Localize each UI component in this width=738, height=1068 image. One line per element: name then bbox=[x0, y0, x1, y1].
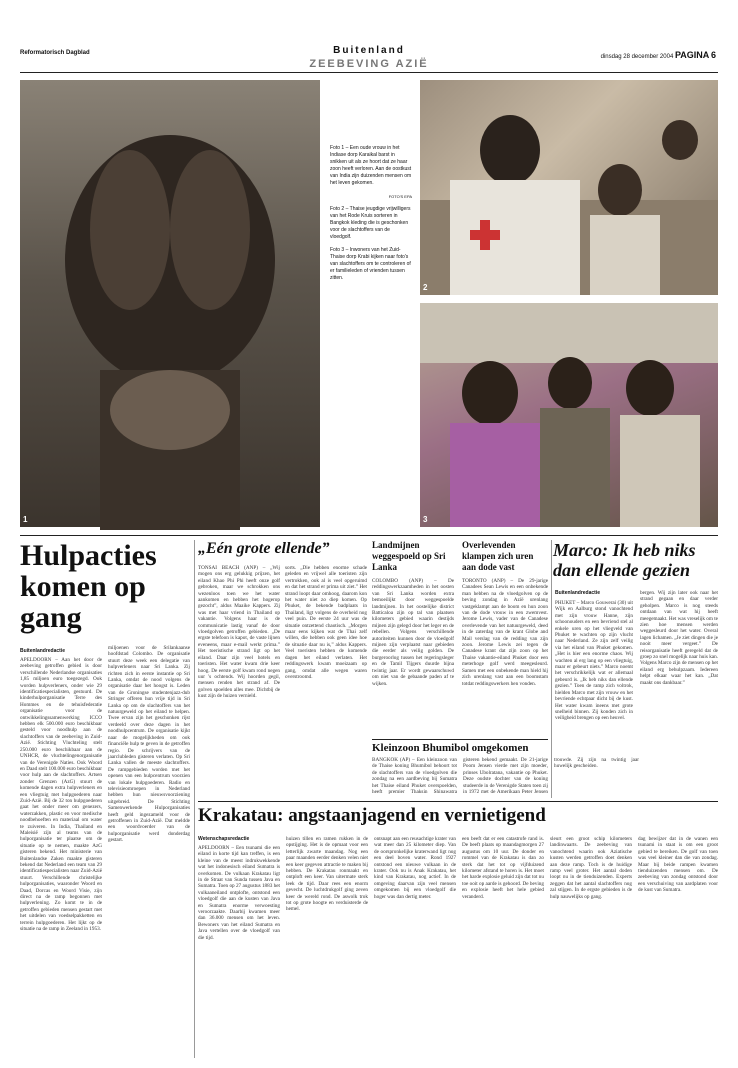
krakatau-rule bbox=[198, 801, 718, 802]
subsection-title: ZEEBEVING AZIË bbox=[309, 58, 429, 70]
photo-krabi-villagers bbox=[420, 303, 718, 527]
section-title: Buitenland bbox=[333, 45, 405, 56]
article-landmijnen: COLOMBO (ANP) – De reddingswerkzaamheden in het oosten van Sri Lanka worden extra bemoeilijkt door weggespoelde landmijnen. In het oostelijke district Batticaloa zijn op tal van plaatsen kilometers gebied waarin destijds mijnen zijn gelegd door het leger en de rebellen. Volgens verschillende autoriteiten kunnen door de vloedgolf mijnen zijn verplaatst naar gebieden die eerder als veilig golden. De burgeroorlog tussen het regeringsleger en de Tamil Tijgers duurde bijna twintig jaar. Er wordt gewaarschuwd om niet van de gebaande paden af te wijken. bbox=[372, 578, 454, 687]
caption-foto2: Foto 2 – Thaise jeugdige vrijwilligers van het Rode Kruis sorteren in Bangkok kleding die is geschonken voor de slachtoffers van de vloedgolf. bbox=[330, 206, 411, 240]
byline-krakatau: Wetenschapsredactie bbox=[198, 836, 250, 842]
page-label: PAGINA bbox=[674, 50, 710, 60]
article-krakatau-col2: huizen tillen en ramen rukken in de opstijging. Het is de opmaat voor een letterlijk zwarte maandag. Nog een paar maanden eerder denken velen niet een keer gegeven attractie te maken bij hebben. De Krakatau ronmaakt en ontploft een keer. Van uitermate sterk leek de tijd. Daar rees een enorm gevecht. De luchtdrukgolf ging zeven keer de wereld rond. De aswolk trok tot op grote hoogte en verduisterde de hemel. bbox=[286, 836, 368, 913]
photo-number-3: 3 bbox=[423, 515, 428, 524]
article-krakatau-col3: ontsnapt aan een reusachtige krater van wat meer dan 25 kilometer diep. Van de oorspronkelijke kraterwand ligt nog een deel boven water. Rond 1927 ontstond een nieuwe vulkaan in de krater. Ook nu is Anak Krakatau, het kind van Krakatau, nog actief. In de omgeving daarvan zijn veel mensen omgekomen bij een vloedgolf die hoger was dan dertig meter. bbox=[374, 836, 456, 900]
photo-crying-woman bbox=[20, 80, 320, 527]
article-een-col2: sorts. „Die hebben enorme schade geleden en vrijwel alle toeristen zijn vertrokken, ook al is veel opgeruimd en dat het strand er prima uit ziet.” Het strand loopt daar omhoog, daarom kon het water niet zo diep komen. Op Phuket, de bekende badplaats in Thailand, ligt volgens de overheid nog veel puin. De eerste 24 uur was de situatie ontzettend chaotisch. „Morgen maar eens kijken wat de Thai zelf willen, die hebben ook geen idee hoe de situatie daar nu is,” aldus Kappers. Veel toeristen hebben de komende dagen het eiland verlaten. Het reddingswerk kwam moeizaam op gang, omdat alle wegen waren overstroomd. bbox=[285, 565, 367, 680]
photo-credit: FOTO'S EPA bbox=[388, 194, 412, 199]
photo-number-2: 2 bbox=[423, 283, 428, 292]
headline-krakatau: Krakatau: angstaanjagend en vernietigend bbox=[198, 805, 546, 826]
headline-marco: Marco: Ik heb niks dan ellende gezien bbox=[553, 540, 696, 580]
photo-illustration bbox=[420, 303, 718, 527]
article-krakatau-col4: een beeft dat er een catastrofe rand is. De beeft plaats op maandagmorgen 27 augustus om 10 uur. De donder en rommel van de Krakatau is dan zo sterk dat het tot op vijfduizend kilometer afstand te horen is. Het moet het harde explosie geluid zijn dat tot nu toe ooit op aarde is gehoord. De beving en explosie heeft het hele gebied veranderd. bbox=[462, 836, 544, 900]
headline-hulpacties: Hulpacties komen op gang bbox=[20, 539, 157, 634]
article-marco-col1: PHUKET – Marco Gouwerai (30) uit Wijk en Aalburg stond vanochtend met zijn vrouw Hanne, zijn schoonouders en een bevriend stel al enkele uren op het vliegveld van Phuket te wachten op zijn vlucht naar Nederland. Ze zijn zelf veilig via het eiland van Phuket gekomen. „Het is hier een enorme chaos. Wij wachten al erg lang op een vliegtuig, maar er gebeurt niets.” Marco noemt het verschrikkelijk wat er allemaal gebeurd is. „Ik heb niks dan ellende gezien.” Toen de ramp zich voltrok, hielden Marco met zijn vrouw en het bevriende echtpaar dicht bij de kust. Het water kwam ineens met grote snelheid binnen. Zij konden zich in veiligheid brengen op een heuvel. bbox=[555, 600, 633, 722]
article-hulp-col2: miljoenen voor de Srilankaanse hoofdstad Colombo. De organisatie stuurt deze week een delegatie van hulpverleners naar Sri Lanka. Zij richten zich in eerste instantie op Sri Lanka, omdat de nood volgens de organisatie daar het hoogst is. Leden van de Groningse studentenjazz-dub Stringer offeren hun vrije tijd in Sri Lanka op om de slachtoffers van het natuurgeweld op het eiland te helpen. Twee ervan zijn het geschonken rijst verdeeld over deze dagen in het noodhulpcentrum. De organisatie kijkt naar de mogelijkheden om ook financiële hulp te geven in de getroffen regio. De schrijvers van de jaarclubleden gisteren verlaten. Op Sri Lanka vallen de meeste slachtoffers. De rampgebieden worden met het openen van een hulpcentrum voorzien van lokale hulpgoederen. Radio en televisieomroepen in Nederland hebben hun nieuwsvoorziening uitgebreid. De Stichting Samenwerkende Hulporganisaties heeft geld ingezameld voor de getroffenen in Zuid-Azië. Dat meldde een woordvoerder van de hulporganisatie werd donderdag gestart. bbox=[108, 645, 190, 844]
newspaper-name: Reformatorisch Dagblad bbox=[20, 50, 90, 56]
headline-kleinzoon: Kleinzoon Bhumibol omgekomen bbox=[372, 742, 529, 754]
header-rule bbox=[20, 72, 718, 73]
byline-hulp: Buitenlandredactie bbox=[20, 648, 66, 654]
photo-captions bbox=[330, 145, 412, 288]
column-divider-2 bbox=[551, 540, 552, 798]
photo-rule bbox=[20, 535, 718, 536]
kleinzoon-rule bbox=[372, 739, 548, 740]
header-date: dinsdag 28 december 2004 bbox=[600, 54, 674, 60]
article-kleinzoon: BANGKOK (AP) – Een kleinzoon van de Thaise koning Bhumibol behoort tot de slachtoffers van de vloedgolven die zondag na een aardbeving bij Sumatra het Thaise eiland Phuket overspoelden, heeft premier Thaksin Shinawatra gisteren bekend gemaakt. De 21-jarige Poom Jensen vierde met zijn moeder, prinses Ubolratana, vakantie op Phuket. Deze oudste dochter van de koning studeerde in de Verenigde Staten toen zij in 1972 met de Amerikaan Peter Jensen trouwde. Zij zijn na twintig jaar huwelijk gescheiden. bbox=[372, 757, 639, 796]
column-divider bbox=[194, 540, 195, 1058]
article-krakatau-col6: dag bewijzer dat in de wanen een tsunami in staat is om een groot gebied te bereiken. De golf van toen was veel kleiner dan die van zondag. Maar bij beide rampen kwamen tienduizenden mensen om. De zeebeving van zondag ontstond door een verschuiving van aardplaten voor de kust van Sumatra. bbox=[638, 836, 718, 894]
headline-landmijnen: Landmijnen weggespoeld op Sri Lanka bbox=[372, 540, 446, 572]
photo-number-1: 1 bbox=[23, 515, 28, 524]
page-number: 6 bbox=[710, 50, 716, 60]
photo-illustration bbox=[20, 80, 320, 527]
photo-illustration bbox=[420, 80, 718, 295]
article-overlevenden: TORONTO (ANP) – De 29-jarige Canadees Sean Lewis en een onbekende man hebben na de vloedgolven op de beving zondag in Azië urenlang vastgeklampt aan de boom en hun zoon van de dode vrouw in een zwemvest. Jerome Lewis, vader van de Canadese overlevende van het natuurgeweld, deed in de zaterdag van de krant Globe and Mail verslag van de redding van zijn zoon. Jerome Lewis zei tegen de Canadese krant dat zijn zoon op het Thaise vakantie-eiland Phuket door een meterhoge golf werd meegesleurd. Samen met een onbekende man hield hij zich urenlang vast aan een boomstam totdat reddingswerkers hen vonden. bbox=[462, 578, 548, 687]
article-krakatau-col5: sleurt een groot schip kilometers landinwaarts. De zeebeving van vanochtend waarin ook Aziatische kusten werden getroffen doet denken aan deze ramp. Toch is de huidige ramp veel groter. Het aantal doden loopt nu in de tienduizenden. Experts zeggen dat het aantal slachtoffers nog zal stijgen. In de ergste gebieden is de hulp nauwelijks op gang. bbox=[550, 836, 632, 900]
article-krakatau-col1: APELDOORN – Een tsunami die een eiland in korte tijd kan treffen, is een kleine van de meest indrukwekkende wat het indonesisch eiland Sumatra is overkomen. De vulkaan Krakatau ligt in de Straat van Sunda tussen Java en Sumatra. Toen op 27 augustus 1883 het vulkaaneiland ontplofte, ontstond een vloedgolf die aan de kusten van Java en Sumatra enorme verwoesting veroorzaakte. Daarbij kwamen meer dan 36.000 mensen om het leven. Bewoners van het eiland Sumatra en Java vertellen over de vloedgolf van die tijd. bbox=[198, 845, 280, 941]
caption-foto3: Foto 3 – Inwoners van het Zuid-Thaise dorp Krabi kijken naar foto's van slachtoffers om te controleren of er familieleden of vrienden tussen zitten. bbox=[330, 247, 411, 281]
article-een-col1: TONSAI BEACH (ANP) – „Wij mogen ons erg gelukkig prijzen, het eiland Khao Phi Phi heeft onze golf gebroken, maar we schrokken ons wezenloos toen we het water aankomen en hebben het hogerop gezocht”, aldus Maaike Kappers. Zij was met haar vriend in Thailand op vakantie. Volgens haar is de communicatie lastig vanaf de door vloedgolven getroffen gebieden. „De ergste telefoon is kapot, de vaste lijnen eveneens, maar e-mail werkt prima.” Het toeristische strand ligt op het eiland. Daar zijn veel hotels en toeristen. Het water kwam drie keer hoog. De eerste golf kwam rond negen uur 's ochtends. Wij hoorden gegil, mensen renden het strand af. De golven spoelden alles mee. Dichtbij de kust zijn de huizen vernield. bbox=[198, 565, 280, 700]
caption-foto1: Foto 1 – Een oude vrouw in het Indiase dorp Karaikal barst in snikken uit als ze hoort dat ze haar zoon heeft verloren. Aan de oostkust van India zijn duizenden mensen om het leven gekomen. bbox=[330, 145, 412, 186]
date-page bbox=[601, 50, 716, 60]
article-marco-col2: bergen. Wij zijn later ook naar het strand gegaan en daar verder geholpen. Marco is nog steeds ontdaan van wat hij heeft meegemaakt. Het was vreselijk om te zien hoe mensen werden weggesleurd door het water. Overal lagen lichamen. „Je ziet dingen die je nooit meer vergeet.” De reisorganisatie heeft geregeld dat de groep zo snel mogelijk naar huis kan. Volgens Marco zijn de mensen op het eiland erg behulpzaam. Iedereen helpt elkaar waar het kan. „Dat maakt ons dankbaar.” bbox=[640, 590, 718, 686]
photo-red-cross-volunteers bbox=[420, 80, 718, 295]
article-hulp-col1: APELDOORN – Aan het door de zeebeving getroffen gebied is door verschillende Nederlandse organisaties 1,85 miljoen euro toegezegd. Ook worden hulpverleners, onder wie 29 identificatiespecialisten, gestuurd. De kinderhulporganisatie Terre des Hommes en de tehuisfederatie organisatie voor de ontwikkelingssamenwerking ICCO hebben elk 500.000 euro beschikbaar gesteld voor noodhulp aan de slachtoffers van de zeebeving in Zuid-Azië. Stichting Vluchteling stelt 250.000 euro beschikbaar aan de UNHCR, de vluchtelingenorganisatie van de Verenigde Naties. Ook Woord en Daad stelt 100.000 euro beschikbaar voor hulp aan de slachtoffers. Artsen zonder Grenzen (AzG) stuurt de komende dagen extra hulpverleners en een vliegtuig met hulpgoederen naar Zuid-Azië. Bij de 32 ton hulpgoederen gaat het onder meer om genezers, waterzakken, plastic en voor medische noodbehoeften en materiaal om water te zuiveren. In India, Thailand en Maleisië zijn al teams van de hulporganisatie ter plaatse om de situatie op te nemen, maakte AzG gisteren bekend. Het ministerie van Buitenlandse Zaken maakte gisteren bekend dat Nederland een team van 29 identificatiespecialisten naar Zuid-Azië stuurt. Verschillende christelijke hulporganisaties, waaronder Woord en Daad, Dorcas en Woord Visie, zijn direct na de ramp begonnen met hulpverlening. Zo komt te in de getroffen gebieden mensen gestart met het uitdelen van voedselpakketten en terrein hulpgoederen. Het lijkt op de situatie na de ramp in Zeeland in 1953. bbox=[20, 657, 102, 933]
byline-marco: Buitenlandredactie bbox=[555, 590, 601, 596]
headline-een-grote-ellende: „Eén grote ellende” bbox=[198, 540, 330, 557]
headline-overlevenden: Overlevenden klampen zich uren aan dode vast bbox=[462, 540, 534, 572]
